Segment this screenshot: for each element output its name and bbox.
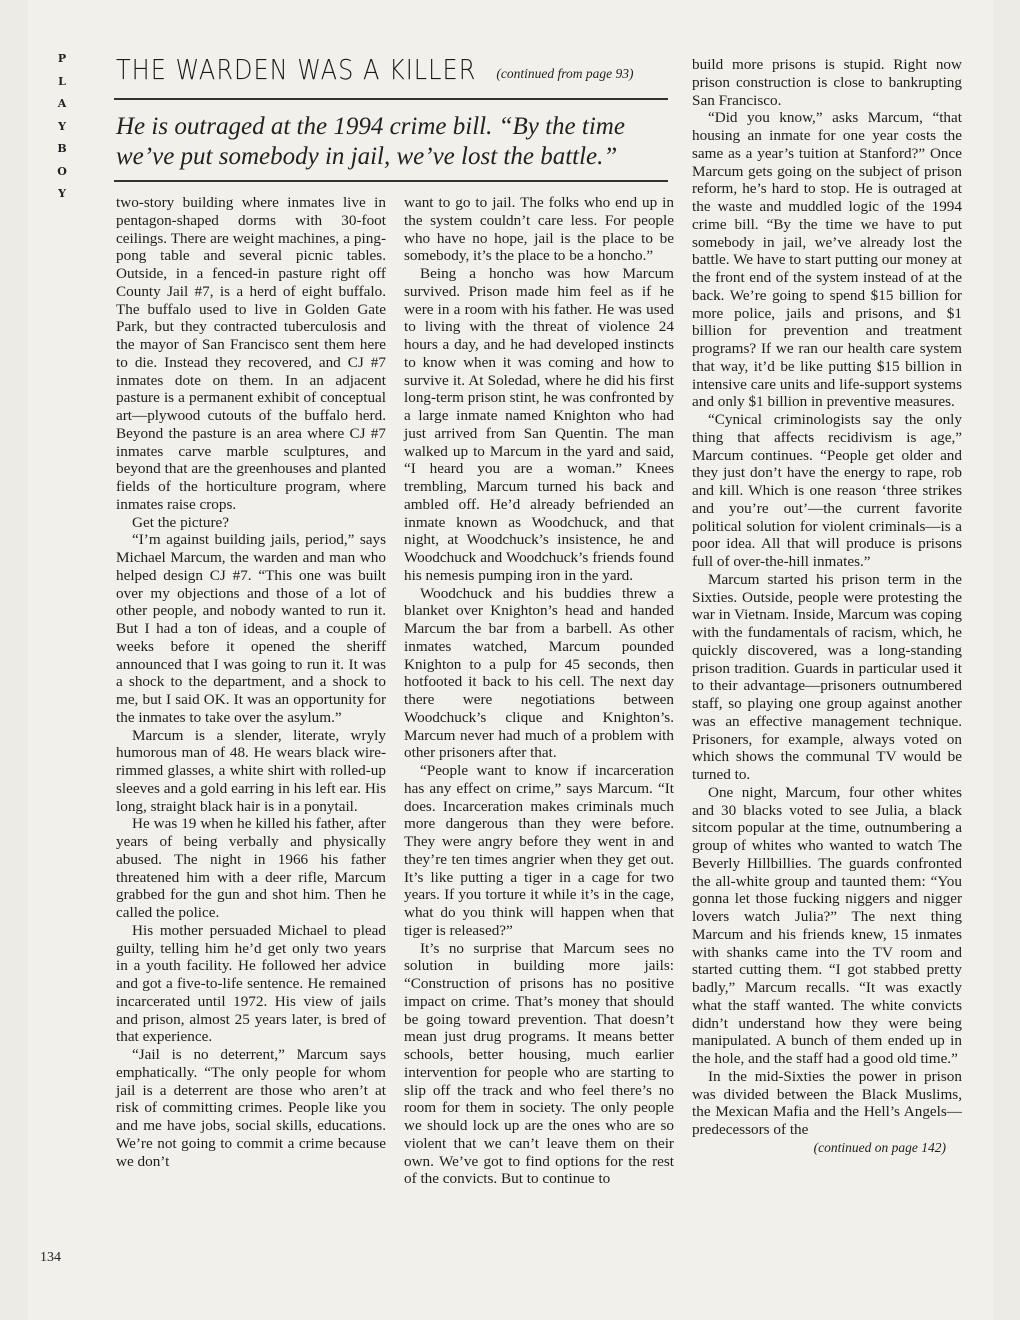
continued-from-note: (continued from page 93)	[496, 66, 634, 81]
running-head-letter: O	[57, 164, 67, 178]
running-head-letter: L	[58, 74, 66, 88]
paragraph: build more prisons is stupid. Right now prison construction is close to bankrupting San Francisco.	[692, 56, 962, 109]
running-head-letter: Y	[58, 187, 66, 200]
paragraph: two-story building where inmates live in pentagon-shaped dorms with 30-foot ceilings. There are weight machines, a ping-pong table and several picnic tables. Outside, in a fenced-in pasture right off County Jail #7, is a herd of eight buffalo. The buffalo used to live in Golden Gate Park, but they contracted tuberculosis and the mayor of San Francisco sent them here to die. Instead they recovered, and CJ #7 inmates dote on them. In an adjacent pasture is a permanent exhibit of conceptual art—plywood cutouts of the buffalo herd. Beyond the pasture is an area where CJ #7 inmates carve marble sculptures, and beyond that are the greenhouses and planted fields of the horticulture program, where inmates raise crops.	[116, 194, 386, 513]
paragraph: “Did you know,” asks Marcum, “that housing an inmate for one year costs the same as a year’s tuition at Stanford?” Once Marcum gets going on the subject of prison reform, he’s hard to stop. He is outraged at the waste and muddled logic of the 1994 crime bill. “By the time we have to put somebody in jail, we’ve already lost the battle. We have to start putting our money at the front end of the system instead of at the back. We’re going to spend $15 billion for more police, jails and prisons, and $1 billion for prevention and treatment programs? If we ran our health care system that way, it’d be like putting $15 billion in intensive care units and life-support systems and only $1 billion in preventive measures.	[692, 109, 962, 411]
header-rule	[114, 98, 668, 100]
running-head-letter: P	[57, 52, 67, 65]
running-head	[54, 48, 70, 206]
running-head-letter: A	[57, 97, 67, 110]
text-column-1	[116, 194, 386, 1170]
paragraph: “People want to know if incarceration has any effect on crime,” says Marcum. “It does. Incarceration makes criminals much more dangerous than they were before. They were angry before they went in and they’re ten times angrier when they get out. It’s like putting a tiger in a cage for two years. If you torture it while it’s in the cage, what do you think will happen when that tiger is released?”	[404, 762, 674, 939]
paragraph: In the mid-Sixties the power in prison was divided between the Black Muslims, the Mexican Mafia and the Hell’s Angels—predecessors of the	[692, 1067, 962, 1138]
article-header	[116, 53, 668, 87]
running-head-letter: B	[57, 142, 67, 155]
paragraph: Woodchuck and his buddies threw a blanket over Knighton’s head and handed Marcum the bar from a barbell. As other inmates watched, Marcum pounded Knighton to a pulp for 45 seconds, then hotfooted it back to his cell. The next day there were negotiations between Woodchuck’s clique and Knighton’s. Marcum never had much of a problem with other prisoners after that.	[404, 584, 674, 762]
magazine-page	[28, 0, 994, 1320]
pull-quote: He is outraged at the 1994 crime bill. “By the time we’ve put somebody in jail, we’ve lost the battle.”	[116, 113, 625, 170]
paragraph: He was 19 when he killed his father, after years of being verbally and physically abused. The night in 1966 his father threatened him with a deer rifle, Marcum grabbed for the gun and shot him. Then he called the police.	[116, 815, 386, 921]
running-head-letter: Y	[58, 119, 66, 133]
paragraph: Being a honcho was how Marcum survived. Prison made him feel as if he were in a room with his father. He was used to living with the threat of violence 24 hours a day, and he had developed instincts to know when it was coming and how to survive it. At Soledad, where he did his first long-term prison stint, he was confronted by a large inmate named Knighton who had just arrived from San Quentin. The man walked up to Marcum in the yard and said, “I heard you are a woman.” Knees trembling, Marcum turned his back and ambled off. He’d already befriended an inmate known as Woodchuck, and that night, at Woodchuck’s insistence, he and Woodchuck and Woodchuck’s friends found his nemesis pumping iron in the yard.	[404, 265, 674, 584]
paragraph: want to go to jail. The folks who end up in the system couldn’t care less. For people who have no hope, jail is the place to be somebody, it’s the place to be a honcho.”	[404, 194, 674, 265]
pull-quote-rule	[114, 180, 668, 182]
paragraph: Marcum started his prison term in the Sixties. Outside, people were protesting the war in Vietnam. Inside, Marcum was coping with the fundamentals of racism, which, he quickly discovered, was a long-standing prison tradition. Guards in particular used it to their advantage—prisoners outnumbered staff, so playing one group against another was an effective management technique. Prisoners, for example, always voted on which shows the communal TV would be turned to.	[692, 570, 962, 783]
text-column-2	[404, 194, 674, 1188]
paragraph: “Jail is no deterrent,” Marcum says emphatically. “The only people for whom jail is a deterrent are those who aren’t at risk of committing crimes. People like you and me have jobs, social skills, educations. We’re not going to commit a crime because we don’t	[116, 1046, 386, 1170]
paragraph: Marcum is a slender, literate, wryly humorous man of 48. He wears black wire-rimmed glasses, a white shirt with rolled-up sleeves and a gold earring in his left ear. His long, straight black hair is in a ponytail.	[116, 726, 386, 815]
paragraph: “Cynical criminologists say the only thing that affects recidivism is age,” Marcum continues. “People get older and they just don’t have the energy to rape, rob and kill. Which is one reason ‘three strikes and you’re out’—the current favorite political solution for violent criminals—is a poor idea. All that will produce is prisons full of over-the-hill inmates.”	[692, 411, 962, 570]
paragraph: His mother persuaded Michael to plead guilty, telling him he’d get only two years in a youth facility. He followed her advice and got a five-to-life sentence. He remained incarcerated until 1972. His view of jails and prison, almost 25 years later, is bred of that experience.	[116, 921, 386, 1046]
page-number: 134	[40, 1250, 61, 1265]
paragraph: Get the picture?	[132, 513, 229, 531]
article-title: THE WARDEN WAS A KILLER	[116, 53, 477, 87]
paragraph: It’s no surprise that Marcum sees no solution in building more jails: “Construction of prisons has no positive impact on crime. That’s money that should be going toward prevention. That doesn’t mean just drug programs. It means better schools, better housing, much earlier intervention for people who are starting to slip off the track and who feel there’s no room for them in society. The only people we should lock up are the ones who are so violent that we can’t leave them on their own. We’ve got to find options for the rest of the convicts. But to continue to	[404, 939, 674, 1188]
continued-on-note: (continued on page 142)	[813, 1139, 946, 1155]
paragraph: One night, Marcum, four other whites and 30 blacks voted to see Julia, a black sitcom popular at the time, outnumbering a group of whites who wanted to watch The Beverly Hillbillies. The guards confronted the all-white group and taunted them: “You gonna let those fucking niggers and nigger lovers watch Julia?” The next thing Marcum and his friends knew, 15 inmates with shanks came into the TV room and started cutting them. “I got stabbed pretty badly,” Marcum recalls. “It was exactly what the staff wanted. The white convicts didn’t understand how they were being manipulated. A bunch of them ended up in the hole, and the staff had a good old time.”	[692, 783, 962, 1067]
paragraph: “I’m against building jails, period,” says Michael Marcum, the warden and man who helped design CJ #7. “This one was built over my objections and those of a lot of other people, and nobody wanted to run it. But I had a ton of ideas, and a couple of weeks before it opened the sheriff announced that I was going to run it. It was a shock to the department, and a shock to me, but I said OK. It was an opportunity for the inmates to take over the asylum.”	[116, 531, 386, 726]
text-column-3	[692, 56, 962, 1157]
